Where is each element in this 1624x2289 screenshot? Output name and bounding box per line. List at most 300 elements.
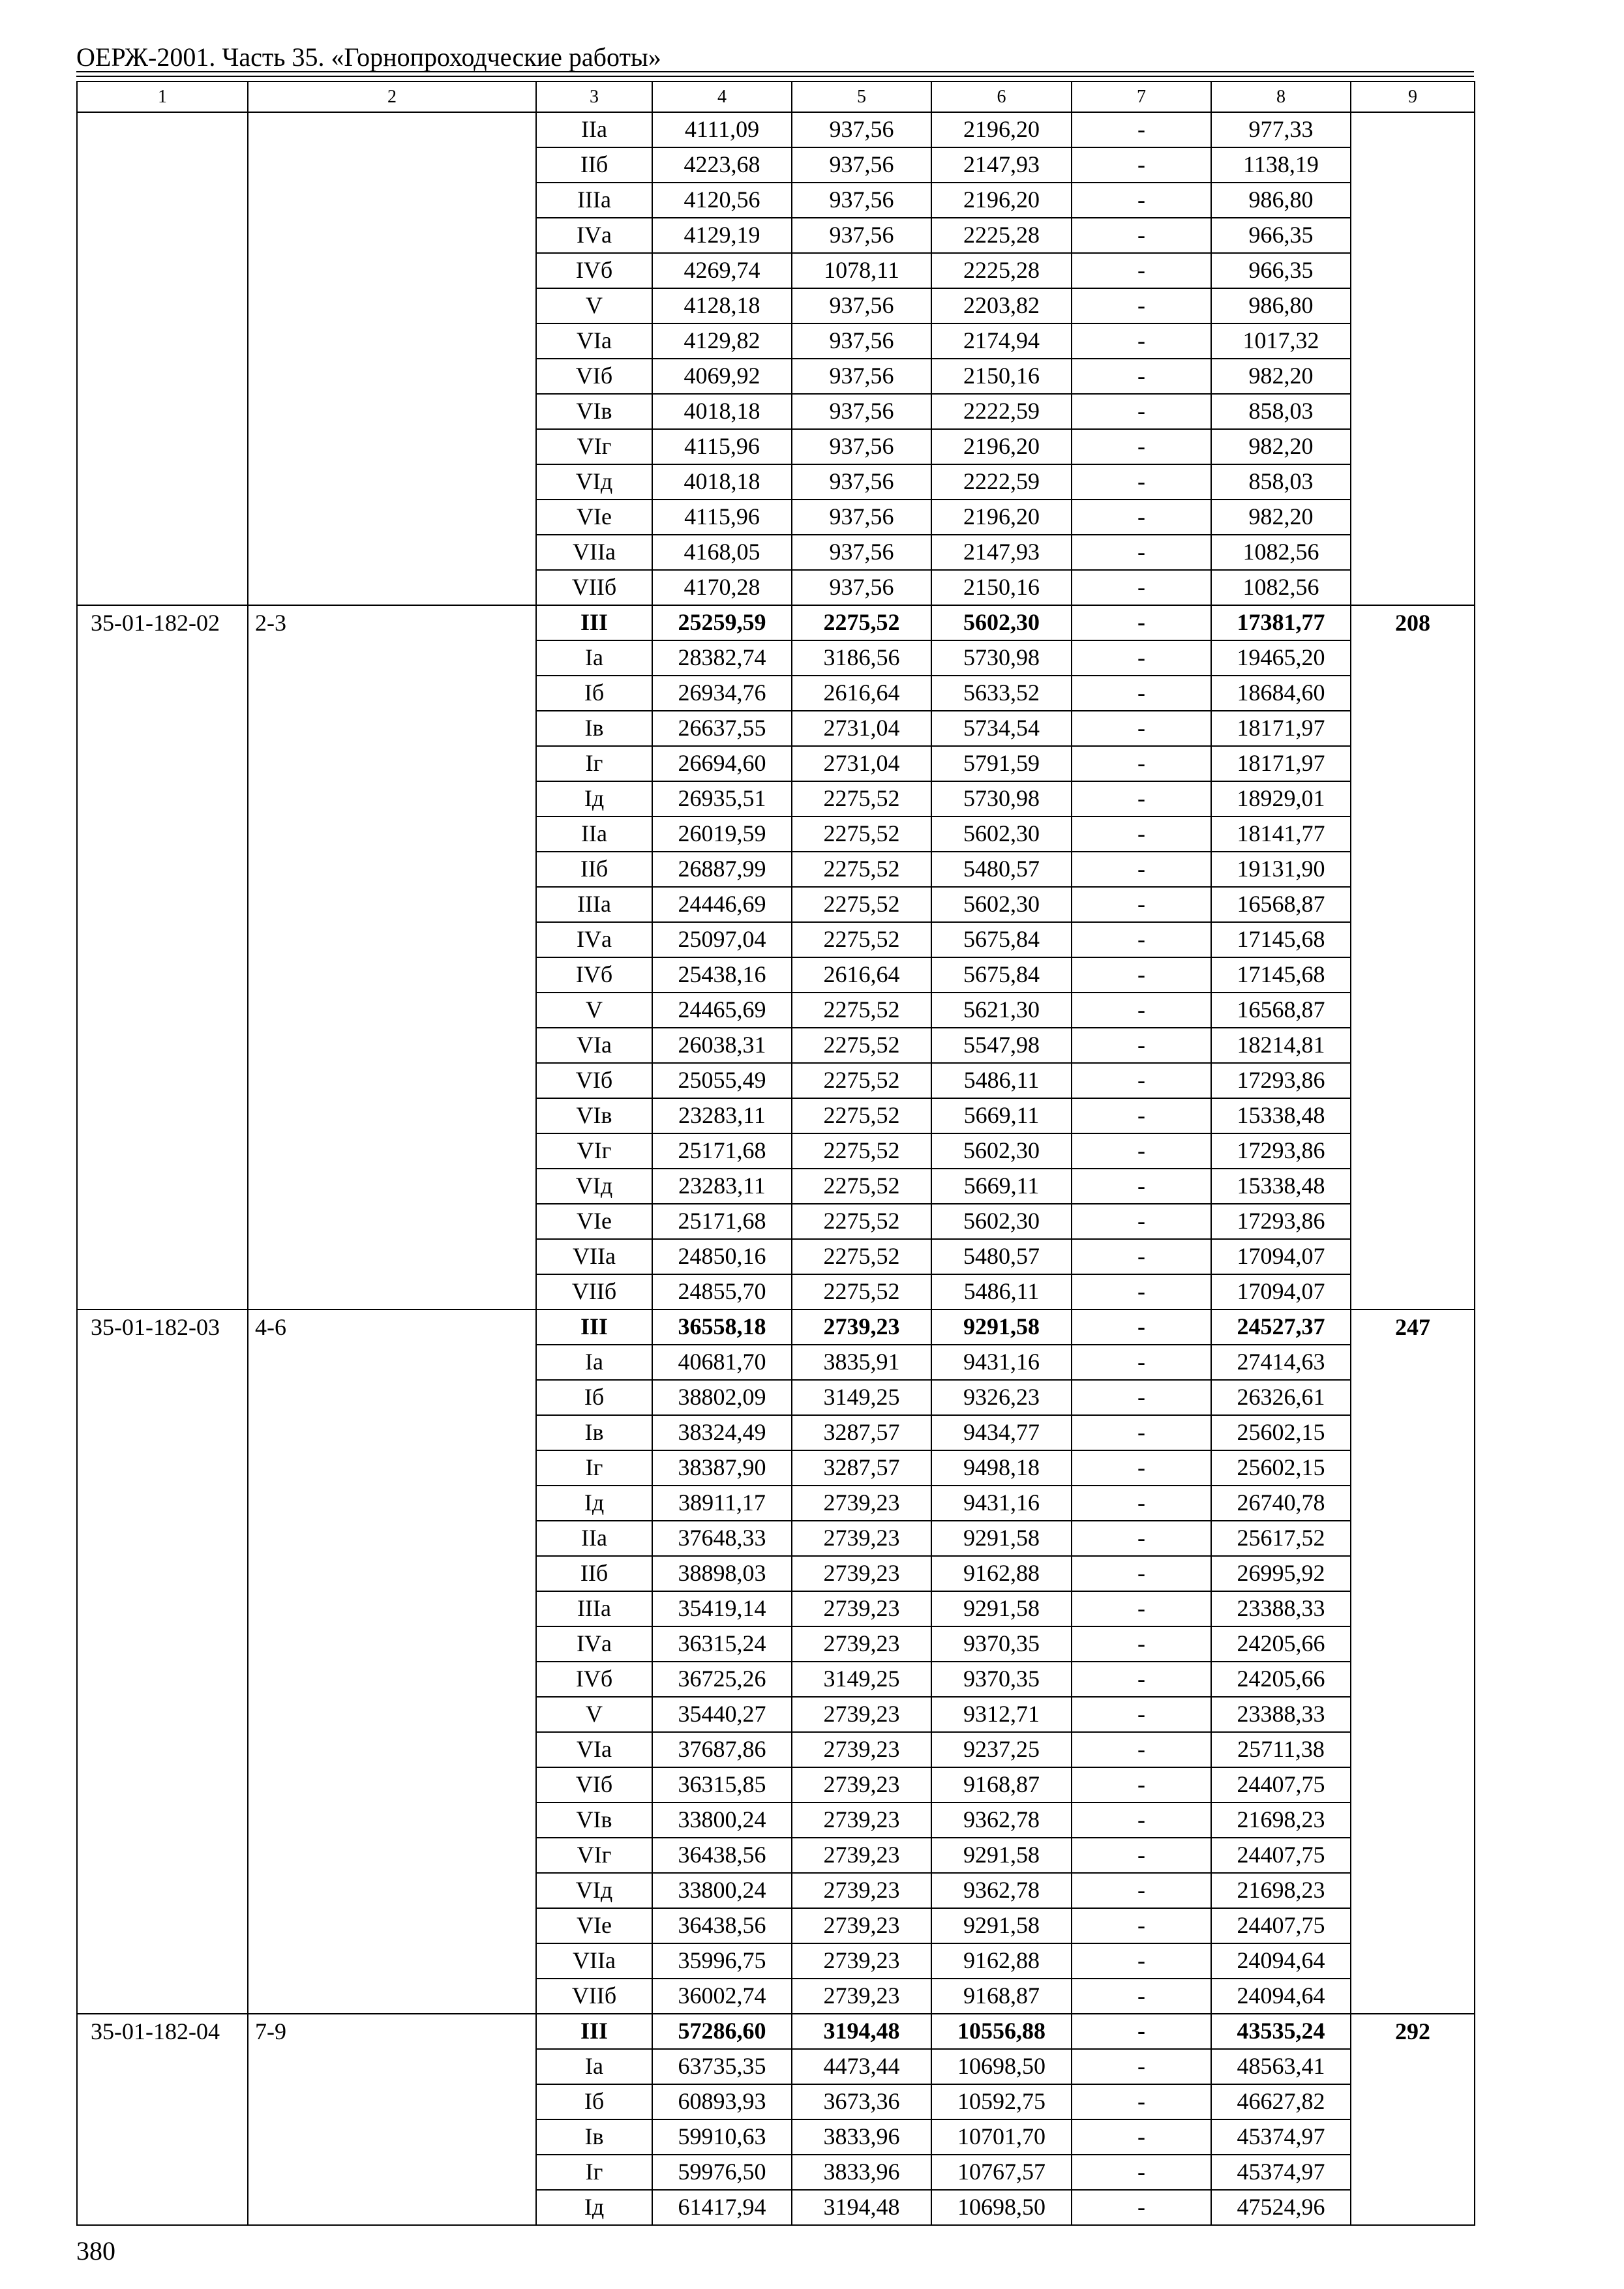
category-cell: VIд (536, 1873, 652, 1908)
value-cell: 3833,96 (792, 2119, 931, 2155)
value-cell: 26637,55 (652, 711, 792, 746)
category-cell: IVб (536, 1662, 652, 1697)
category-cell: VIIа (536, 1239, 652, 1274)
value-cell: 47524,96 (1211, 2190, 1351, 2225)
value-cell: 2275,52 (792, 887, 931, 922)
rate-code-cell: 35-01-182-02 (77, 605, 248, 1309)
value-cell: 2739,23 (792, 1521, 931, 1556)
value-cell: - (1072, 746, 1211, 781)
value-cell: 2196,20 (931, 500, 1072, 535)
value-cell: - (1072, 1415, 1211, 1450)
value-cell: 45374,97 (1211, 2155, 1351, 2190)
value-cell: 37687,86 (652, 1732, 792, 1767)
value-cell: 9168,87 (931, 1979, 1072, 2014)
category-cell: VIе (536, 500, 652, 535)
value-cell: 5602,30 (931, 605, 1072, 640)
value-cell: 4223,68 (652, 147, 792, 183)
value-cell: 17145,68 (1211, 957, 1351, 993)
value-cell: 2739,23 (792, 1697, 931, 1732)
category-cell: IVб (536, 957, 652, 993)
value-cell: 3149,25 (792, 1662, 931, 1697)
value-cell: 21698,23 (1211, 1803, 1351, 1838)
category-cell: IIа (536, 1521, 652, 1556)
value-cell: 19465,20 (1211, 640, 1351, 676)
value-cell: 10767,57 (931, 2155, 1072, 2190)
value-cell: 2616,64 (792, 676, 931, 711)
value-cell: - (1072, 1239, 1211, 1274)
value-cell: 18171,97 (1211, 746, 1351, 781)
category-cell: IIIа (536, 887, 652, 922)
value-cell: 18214,81 (1211, 1028, 1351, 1063)
category-cell: Iб (536, 676, 652, 711)
value-cell: 48563,41 (1211, 2049, 1351, 2084)
value-cell: 937,56 (792, 183, 931, 218)
value-cell: 36438,56 (652, 1838, 792, 1873)
value-cell: 24407,75 (1211, 1908, 1351, 1943)
value-cell: - (1072, 535, 1211, 570)
value-cell: 10698,50 (931, 2190, 1072, 2225)
value-cell: 9312,71 (931, 1697, 1072, 1732)
value-cell: - (1072, 464, 1211, 500)
value-cell: - (1072, 253, 1211, 288)
value-cell: 2731,04 (792, 711, 931, 746)
value-cell: - (1072, 781, 1211, 816)
page-header-title: ОЕРЖ-2001. Часть 35. «Горнопроходческие работы» (76, 42, 661, 72)
value-cell: 5486,11 (931, 1063, 1072, 1098)
category-cell: Iд (536, 2190, 652, 2225)
category-cell: IIIа (536, 1591, 652, 1626)
value-cell: 5602,30 (931, 887, 1072, 922)
value-cell: 36438,56 (652, 1908, 792, 1943)
value-cell: 937,56 (792, 394, 931, 429)
value-cell: 9291,58 (931, 1838, 1072, 1873)
value-cell: 2739,23 (792, 1591, 931, 1626)
value-cell: 46627,82 (1211, 2084, 1351, 2119)
value-cell: 858,03 (1211, 394, 1351, 429)
column-number-4: 4 (652, 82, 792, 112)
category-cell: Iа (536, 640, 652, 676)
category-cell: VIIб (536, 1274, 652, 1309)
category-cell: VIIа (536, 1943, 652, 1979)
value-cell: 5602,30 (931, 1133, 1072, 1169)
category-cell: IVа (536, 218, 652, 253)
value-cell: 9370,35 (931, 1662, 1072, 1697)
value-cell: - (1072, 816, 1211, 852)
column-number-6: 6 (931, 82, 1072, 112)
value-cell: 2225,28 (931, 253, 1072, 288)
category-cell: IIа (536, 816, 652, 852)
value-cell: - (1072, 993, 1211, 1028)
value-cell: 2739,23 (792, 1943, 931, 1979)
value-cell: 937,56 (792, 570, 931, 605)
value-cell: 24527,37 (1211, 1309, 1351, 1345)
value-cell: - (1072, 922, 1211, 957)
value-cell: 59976,50 (652, 2155, 792, 2190)
value-cell: - (1072, 1591, 1211, 1626)
page-number: 380 (76, 2236, 115, 2266)
value-cell: - (1072, 429, 1211, 464)
value-cell: 24407,75 (1211, 1838, 1351, 1873)
value-cell: 17094,07 (1211, 1274, 1351, 1309)
value-cell: 36725,26 (652, 1662, 792, 1697)
category-cell: IIIа (536, 183, 652, 218)
value-cell: 2739,23 (792, 1309, 931, 1345)
value-cell: 23388,33 (1211, 1591, 1351, 1626)
value-cell: 5480,57 (931, 1239, 1072, 1274)
value-cell: 35996,75 (652, 1943, 792, 1979)
value-cell: 18141,77 (1211, 816, 1351, 852)
value-cell: 25711,38 (1211, 1732, 1351, 1767)
value-cell: 4069,92 (652, 359, 792, 394)
column-number-3: 3 (536, 82, 652, 112)
value-cell: 25259,59 (652, 605, 792, 640)
category-cell: VIб (536, 1063, 652, 1098)
column-number-7: 7 (1072, 82, 1211, 112)
value-cell: 2275,52 (792, 1274, 931, 1309)
value-cell: 25097,04 (652, 922, 792, 957)
value-cell: - (1072, 2014, 1211, 2049)
value-cell: 38898,03 (652, 1556, 792, 1591)
total-cell (1351, 112, 1475, 605)
value-cell: - (1072, 676, 1211, 711)
value-cell: 2275,52 (792, 781, 931, 816)
value-cell: 24094,64 (1211, 1979, 1351, 2014)
value-cell: 2616,64 (792, 957, 931, 993)
rate-range-cell: 2-3 (248, 605, 536, 1309)
value-cell: 3186,56 (792, 640, 931, 676)
value-cell: - (1072, 1943, 1211, 1979)
value-cell: 24407,75 (1211, 1767, 1351, 1803)
value-cell: 36558,18 (652, 1309, 792, 1345)
category-cell: IIб (536, 1556, 652, 1591)
value-cell: - (1072, 394, 1211, 429)
total-cell: 247 (1351, 1309, 1475, 2014)
rate-range-cell: 4-6 (248, 1309, 536, 2014)
value-cell: 45374,97 (1211, 2119, 1351, 2155)
rate-code-cell (77, 112, 248, 605)
value-cell: 9431,16 (931, 1486, 1072, 1521)
value-cell: - (1072, 1169, 1211, 1204)
value-cell: - (1072, 1838, 1211, 1873)
table-row (77, 112, 1475, 147)
price-table (76, 81, 1475, 2226)
value-cell: - (1072, 2190, 1211, 2225)
value-cell: 26038,31 (652, 1028, 792, 1063)
value-cell: 17094,07 (1211, 1239, 1351, 1274)
value-cell: 5602,30 (931, 1204, 1072, 1239)
value-cell: 10556,88 (931, 2014, 1072, 2049)
value-cell: - (1072, 1098, 1211, 1133)
value-cell: 937,56 (792, 323, 931, 359)
value-cell: - (1072, 640, 1211, 676)
value-cell: - (1072, 1274, 1211, 1309)
value-cell: 2275,52 (792, 816, 931, 852)
value-cell: 937,56 (792, 359, 931, 394)
column-number-5: 5 (792, 82, 931, 112)
value-cell: 26019,59 (652, 816, 792, 852)
category-cell: V (536, 1697, 652, 1732)
value-cell: 2275,52 (792, 1133, 931, 1169)
value-cell: 38324,49 (652, 1415, 792, 1450)
value-cell: 977,33 (1211, 112, 1351, 147)
value-cell: 40681,70 (652, 1345, 792, 1380)
category-cell: IVб (536, 253, 652, 288)
value-cell: 5633,52 (931, 676, 1072, 711)
value-cell: - (1072, 1626, 1211, 1662)
value-cell: 60893,93 (652, 2084, 792, 2119)
value-cell: 9162,88 (931, 1943, 1072, 1979)
value-cell: 18684,60 (1211, 676, 1351, 711)
rate-range-cell: 7-9 (248, 2014, 536, 2225)
value-cell: 2275,52 (792, 605, 931, 640)
value-cell: 25602,15 (1211, 1450, 1351, 1486)
value-cell: 17293,86 (1211, 1063, 1351, 1098)
value-cell: 17145,68 (1211, 922, 1351, 957)
value-cell: 2203,82 (931, 288, 1072, 323)
category-cell: VIв (536, 394, 652, 429)
value-cell: 2739,23 (792, 1803, 931, 1838)
value-cell: 24205,66 (1211, 1626, 1351, 1662)
value-cell: 5602,30 (931, 816, 1072, 852)
table-row (77, 2014, 1475, 2049)
category-cell: IIб (536, 147, 652, 183)
category-cell: VIб (536, 1767, 652, 1803)
value-cell: 858,03 (1211, 464, 1351, 500)
value-cell: 9434,77 (931, 1415, 1072, 1450)
value-cell: - (1072, 1556, 1211, 1591)
category-cell: Iд (536, 1486, 652, 1521)
value-cell: 9291,58 (931, 1908, 1072, 1943)
category-cell: Iв (536, 711, 652, 746)
category-cell: VIд (536, 464, 652, 500)
value-cell: - (1072, 1133, 1211, 1169)
value-cell: 18929,01 (1211, 781, 1351, 816)
value-cell: - (1072, 147, 1211, 183)
table-body (77, 82, 1475, 2225)
value-cell: 5669,11 (931, 1169, 1072, 1204)
value-cell: 2739,23 (792, 1767, 931, 1803)
value-cell: 2275,52 (792, 852, 931, 887)
value-cell: 4129,19 (652, 218, 792, 253)
value-cell: 27414,63 (1211, 1345, 1351, 1380)
category-cell: V (536, 993, 652, 1028)
value-cell: 2222,59 (931, 464, 1072, 500)
value-cell: 28382,74 (652, 640, 792, 676)
value-cell: 1078,11 (792, 253, 931, 288)
value-cell: 2196,20 (931, 429, 1072, 464)
value-cell: - (1072, 570, 1211, 605)
value-cell: 35440,27 (652, 1697, 792, 1732)
value-cell: - (1072, 288, 1211, 323)
value-cell: - (1072, 359, 1211, 394)
category-cell: VIIа (536, 535, 652, 570)
value-cell: 24855,70 (652, 1274, 792, 1309)
value-cell: 2739,23 (792, 1979, 931, 2014)
value-cell: - (1072, 852, 1211, 887)
value-cell: 2150,16 (931, 359, 1072, 394)
rate-range-cell (248, 112, 536, 605)
value-cell: 38911,17 (652, 1486, 792, 1521)
category-cell: Iа (536, 1345, 652, 1380)
category-cell: IVа (536, 922, 652, 957)
value-cell: 4018,18 (652, 394, 792, 429)
value-cell: 21698,23 (1211, 1873, 1351, 1908)
value-cell: - (1072, 2119, 1211, 2155)
value-cell: - (1072, 1380, 1211, 1415)
value-cell: 9498,18 (931, 1450, 1072, 1486)
value-cell: 26934,76 (652, 676, 792, 711)
value-cell: 25438,16 (652, 957, 792, 993)
value-cell: 986,80 (1211, 183, 1351, 218)
value-cell: 2739,23 (792, 1486, 931, 1521)
value-cell: 966,35 (1211, 218, 1351, 253)
value-cell: 2174,94 (931, 323, 1072, 359)
category-cell: Iв (536, 1415, 652, 1450)
value-cell: 5675,84 (931, 957, 1072, 993)
value-cell: - (1072, 1873, 1211, 1908)
value-cell: - (1072, 1063, 1211, 1098)
category-cell: IIб (536, 852, 652, 887)
value-cell: 2739,23 (792, 1908, 931, 1943)
value-cell: 9237,25 (931, 1732, 1072, 1767)
value-cell: 4129,82 (652, 323, 792, 359)
value-cell: 2275,52 (792, 993, 931, 1028)
value-cell: 23283,11 (652, 1098, 792, 1133)
value-cell: 26694,60 (652, 746, 792, 781)
value-cell: 2147,93 (931, 535, 1072, 570)
total-cell: 292 (1351, 2014, 1475, 2225)
column-number-2: 2 (248, 82, 536, 112)
table-row (77, 1309, 1475, 1345)
value-cell: - (1072, 183, 1211, 218)
value-cell: 16568,87 (1211, 887, 1351, 922)
value-cell: 5730,98 (931, 640, 1072, 676)
category-cell: Iа (536, 2049, 652, 2084)
category-cell: VIа (536, 323, 652, 359)
value-cell: 986,80 (1211, 288, 1351, 323)
category-cell: VIв (536, 1803, 652, 1838)
value-cell: 18171,97 (1211, 711, 1351, 746)
header-divider-top (76, 71, 1474, 72)
value-cell: 9168,87 (931, 1767, 1072, 1803)
table-row (77, 605, 1475, 640)
value-cell: 9162,88 (931, 1556, 1072, 1591)
value-cell: 26740,78 (1211, 1486, 1351, 1521)
value-cell: 9291,58 (931, 1521, 1072, 1556)
value-cell: 9362,78 (931, 1873, 1072, 1908)
value-cell: 1017,32 (1211, 323, 1351, 359)
value-cell: 2275,52 (792, 1204, 931, 1239)
value-cell: 937,56 (792, 464, 931, 500)
value-cell: 3194,48 (792, 2190, 931, 2225)
value-cell: 5734,54 (931, 711, 1072, 746)
value-cell: 35419,14 (652, 1591, 792, 1626)
value-cell: - (1072, 1732, 1211, 1767)
value-cell: - (1072, 957, 1211, 993)
value-cell: 25171,68 (652, 1204, 792, 1239)
value-cell: 38387,90 (652, 1450, 792, 1486)
value-cell: - (1072, 500, 1211, 535)
value-cell: 17293,86 (1211, 1133, 1351, 1169)
category-cell: VIе (536, 1204, 652, 1239)
category-cell: VIб (536, 359, 652, 394)
value-cell: - (1072, 2084, 1211, 2119)
value-cell: 5547,98 (931, 1028, 1072, 1063)
value-cell: 24094,64 (1211, 1943, 1351, 1979)
value-cell: 3287,57 (792, 1450, 931, 1486)
value-cell: 2275,52 (792, 1028, 931, 1063)
value-cell: 61417,94 (652, 2190, 792, 2225)
value-cell: - (1072, 1345, 1211, 1380)
value-cell: 2275,52 (792, 1169, 931, 1204)
value-cell: - (1072, 1521, 1211, 1556)
value-cell: 5621,30 (931, 993, 1072, 1028)
value-cell: 2739,23 (792, 1838, 931, 1873)
value-cell: 26995,92 (1211, 1556, 1351, 1591)
value-cell: 4120,56 (652, 183, 792, 218)
rate-code-cell: 35-01-182-03 (77, 1309, 248, 2014)
value-cell: 2196,20 (931, 112, 1072, 147)
value-cell: - (1072, 1697, 1211, 1732)
value-cell: 33800,24 (652, 1873, 792, 1908)
value-cell: 4115,96 (652, 500, 792, 535)
value-cell: - (1072, 1662, 1211, 1697)
category-cell: VIв (536, 1098, 652, 1133)
value-cell: 1082,56 (1211, 570, 1351, 605)
value-cell: 4168,05 (652, 535, 792, 570)
value-cell: 25617,52 (1211, 1521, 1351, 1556)
value-cell: - (1072, 112, 1211, 147)
value-cell: - (1072, 1803, 1211, 1838)
value-cell: 26935,51 (652, 781, 792, 816)
category-cell: IVа (536, 1626, 652, 1662)
value-cell: 10592,75 (931, 2084, 1072, 2119)
value-cell: 33800,24 (652, 1803, 792, 1838)
category-cell: VIд (536, 1169, 652, 1204)
value-cell: 43535,24 (1211, 2014, 1351, 2049)
value-cell: - (1072, 2049, 1211, 2084)
value-cell: 4018,18 (652, 464, 792, 500)
category-cell: V (536, 288, 652, 323)
category-cell: III (536, 605, 652, 640)
value-cell: 9362,78 (931, 1803, 1072, 1838)
value-cell: 4111,09 (652, 112, 792, 147)
value-cell: 24446,69 (652, 887, 792, 922)
value-cell: 3835,91 (792, 1345, 931, 1380)
value-cell: 3149,25 (792, 1380, 931, 1415)
value-cell: 26887,99 (652, 852, 792, 887)
value-cell: 15338,48 (1211, 1098, 1351, 1133)
value-cell: 36002,74 (652, 1979, 792, 2014)
value-cell: 5730,98 (931, 781, 1072, 816)
category-cell: Iб (536, 2084, 652, 2119)
value-cell: 2739,23 (792, 1626, 931, 1662)
value-cell: 3833,96 (792, 2155, 931, 2190)
value-cell: 1138,19 (1211, 147, 1351, 183)
value-cell: - (1072, 887, 1211, 922)
value-cell: - (1072, 2155, 1211, 2190)
value-cell: 937,56 (792, 147, 931, 183)
value-cell: 63735,35 (652, 2049, 792, 2084)
value-cell: 36315,24 (652, 1626, 792, 1662)
value-cell: - (1072, 1908, 1211, 1943)
value-cell: 57286,60 (652, 2014, 792, 2049)
value-cell: - (1072, 1486, 1211, 1521)
value-cell: 2731,04 (792, 746, 931, 781)
value-cell: 2739,23 (792, 1873, 931, 1908)
category-cell: Iб (536, 1380, 652, 1415)
value-cell: 24465,69 (652, 993, 792, 1028)
